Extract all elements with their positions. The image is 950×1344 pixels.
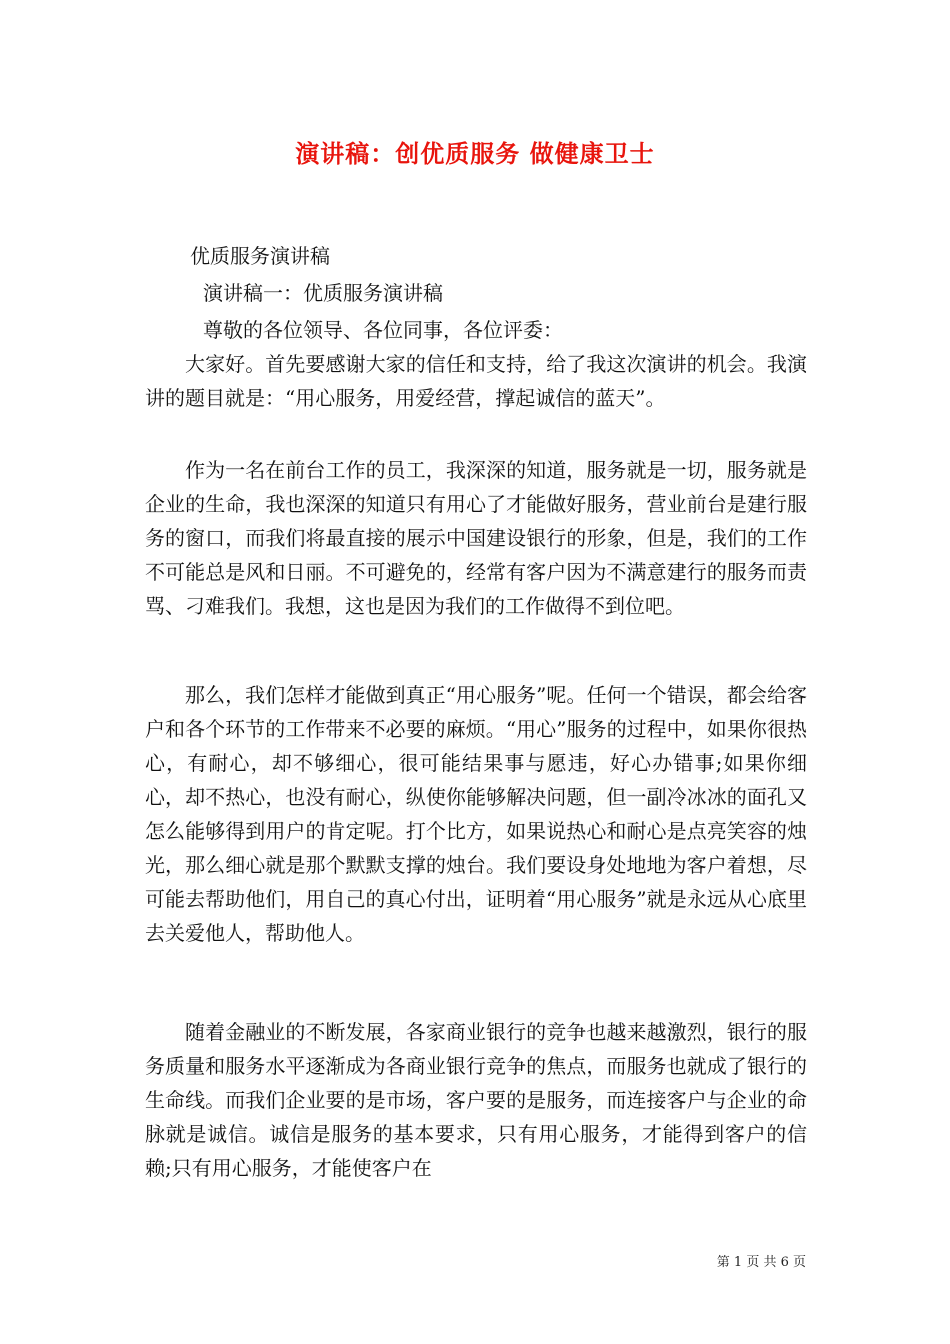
body-paragraph-2: 作为一名在前台工作的员工，我深深的知道，服务就是一切，服务就是企业的生命，我也深深的知道只有用心了才能做好服务，营业前台是建行服务的窗口，而我们将最直接的展示中国建设银行的形象，但是，我们的工作不可能总是风和日丽。不可避免的，经常有客户因为不满意建行的服务而责骂、刁难我们。我想，这也是因为我们的工作做得不到位吧。 xyxy=(145,458,807,618)
body-paragraph-1: 大家好。首先要感谢大家的信任和支持，给了我这次演讲的机会。我演讲的题目就是：“用心服务，用爱经营，撑起诚信的蓝天”。 xyxy=(145,352,807,410)
body-paragraph-4: 随着金融业的不断发展，各家商业银行的竞争也越来越激烈，银行的服务质量和服务水平逐渐成为各商业银行竞争的焦点，而服务也就成了银行的生命线。而我们企业要的是市场，客户要的是服务，而连接客户与企业的命脉就是诚信。诚信是服务的基本要求，只有用心服务，才能得到客户的信赖;只有用心服务，才能使客户在 xyxy=(145,1020,807,1180)
document-subheading: 演讲稿一：优质服务演讲稿 xyxy=(203,281,443,305)
salutation: 尊敬的各位领导、各位同事，各位评委： xyxy=(203,318,563,342)
body-paragraph-3: 那么，我们怎样才能做到真正“用心服务”呢。任何一个错误，都会给客户和各个环节的工作带来不必要的麻烦。“用心”服务的过程中，如果你很热心，有耐心，却不够细心，很可能结果事与愿违，好心办错事;如果你细心，却不热心，也没有耐心，纵使你能够解决问题，但一副冷冰冰的面孔又怎么能够得到用户的肯定呢。打个比方，如果说热心和耐心是点亮笑容的烛光，那么细心就是那个默默支撑的烛台。我们要设身处地地为客户着想，尽可能去帮助他们，用自己的真心付出，证明着“用心服务”就是永远从心底里去关爱他人，帮助他人。 xyxy=(145,683,807,945)
document-title: 演讲稿：创优质服务 做健康卫士 xyxy=(295,139,655,168)
page-number: 第 1 页 共 6 页 xyxy=(716,1255,806,1270)
document-heading: 优质服务演讲稿 xyxy=(190,244,330,268)
